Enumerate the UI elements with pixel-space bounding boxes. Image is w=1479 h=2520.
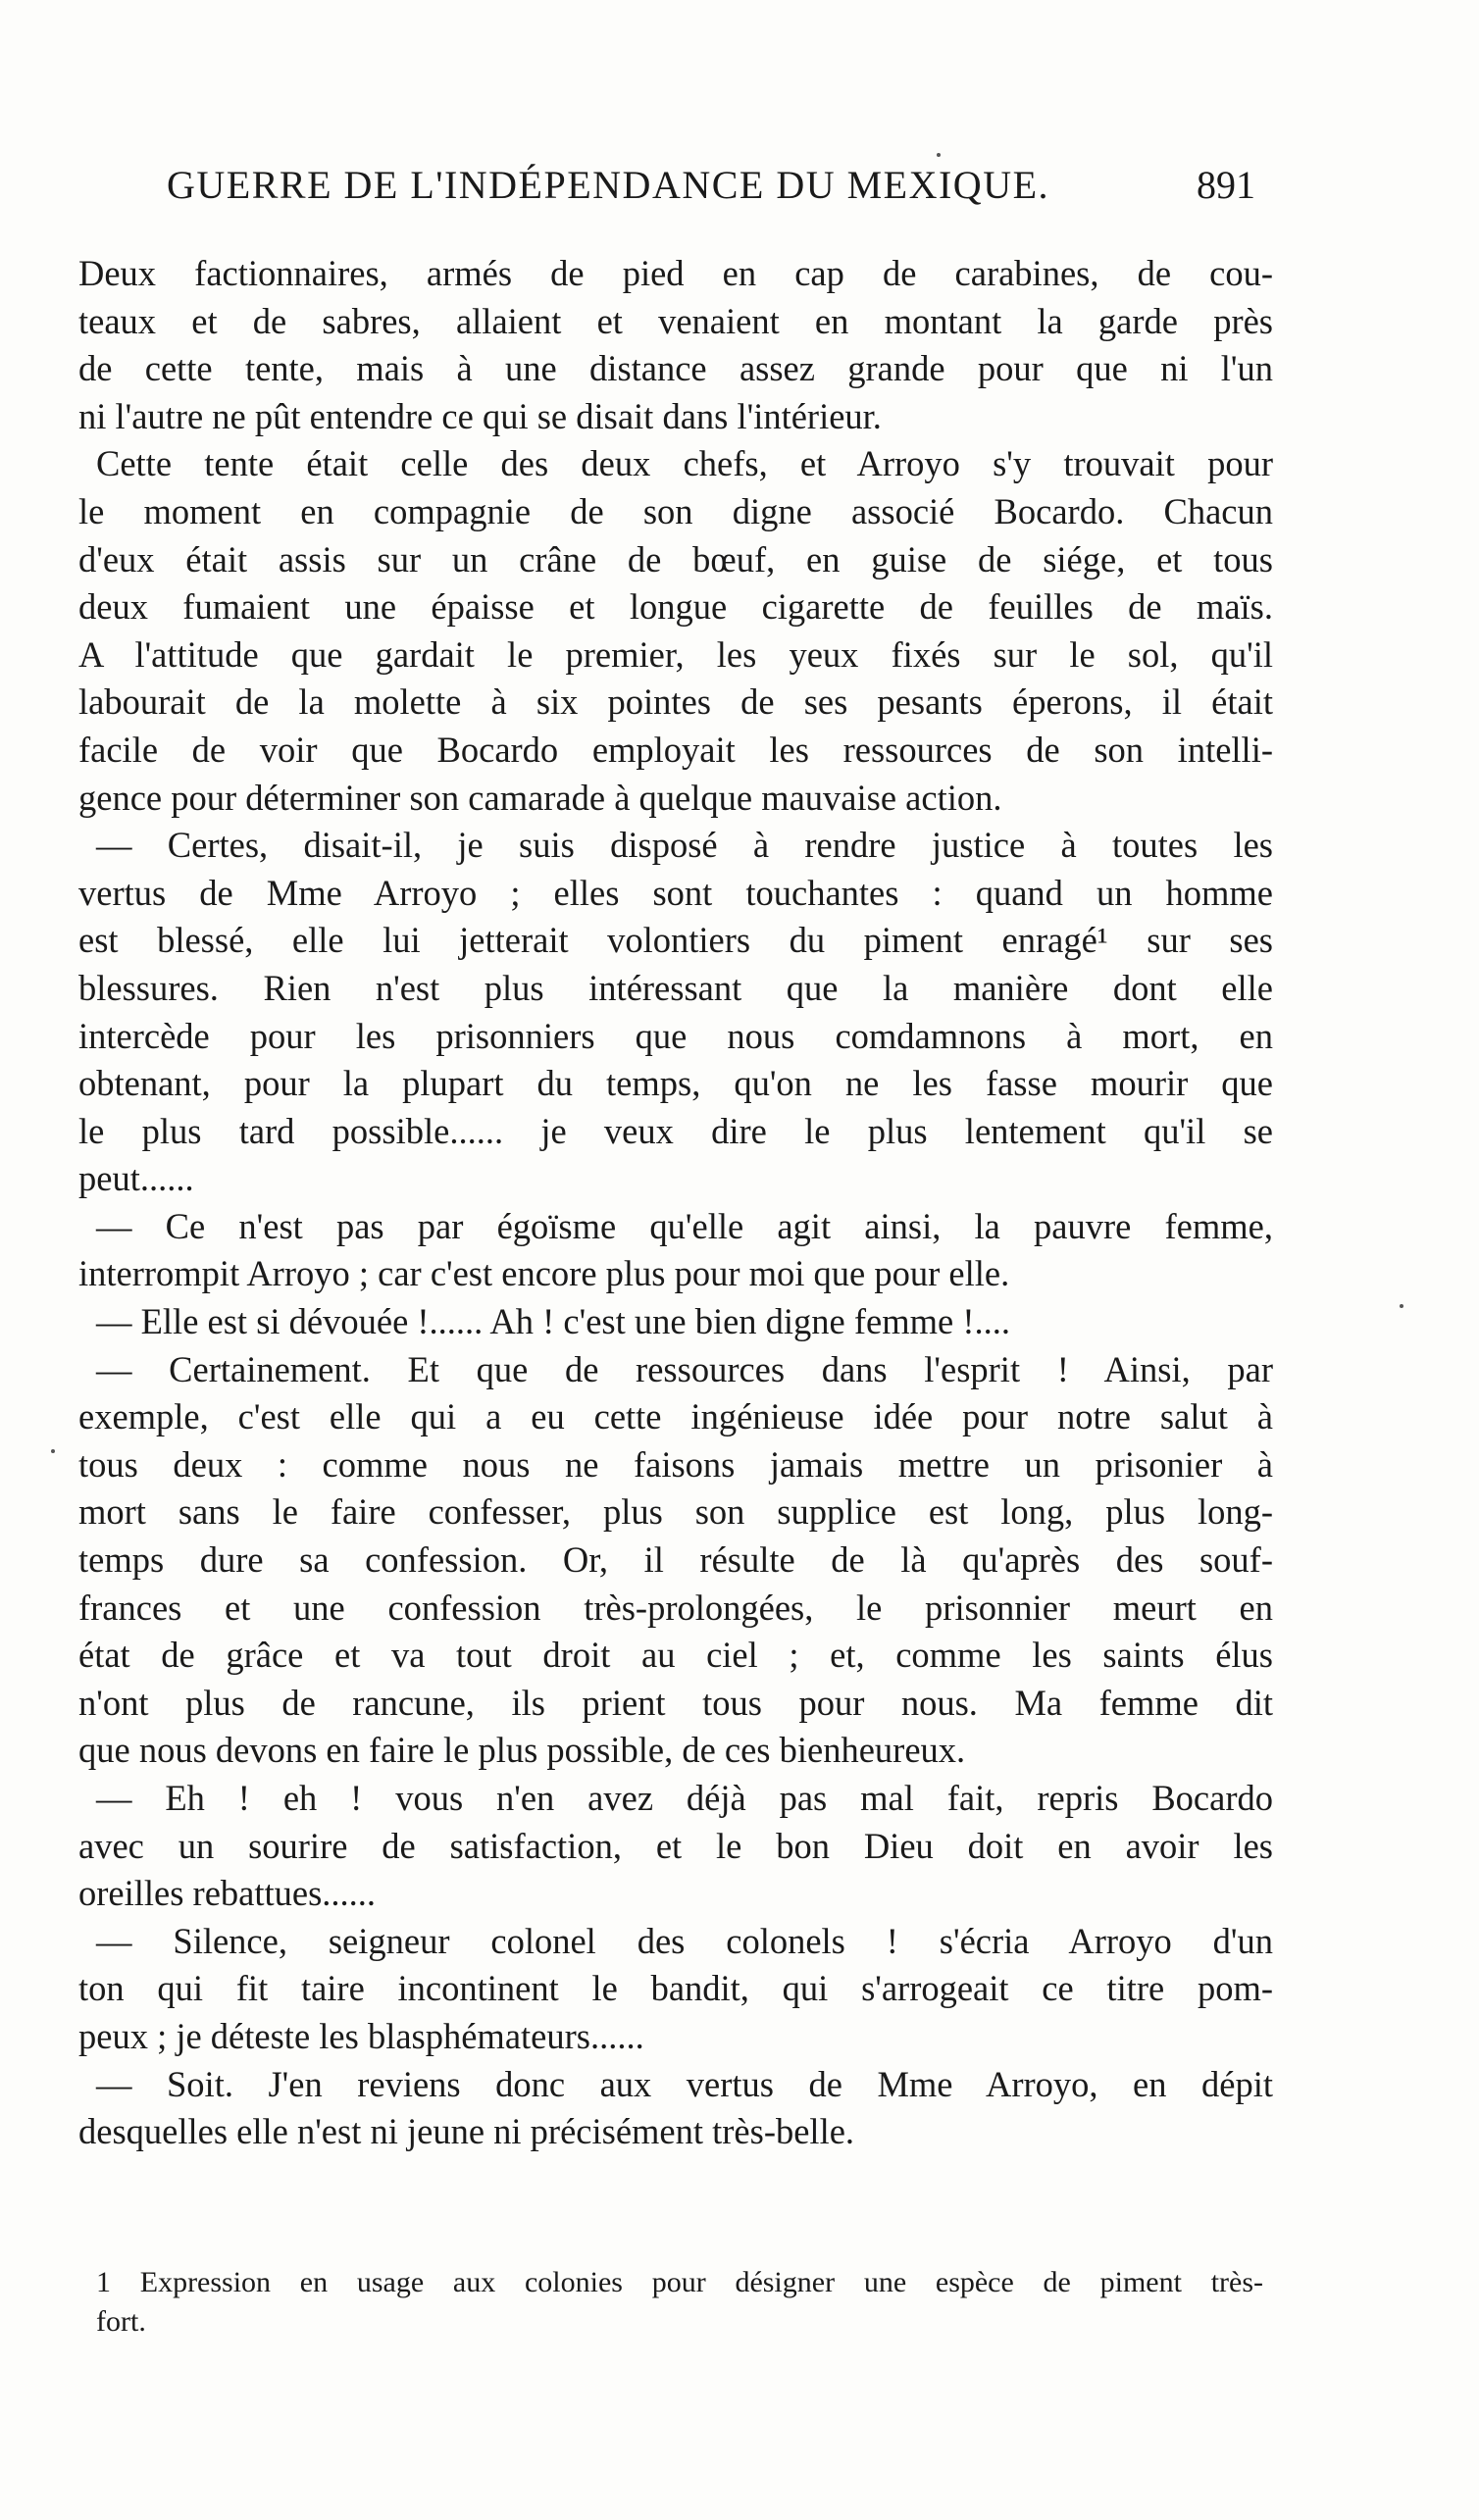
footnote-line: fort. [96, 2305, 146, 2338]
text-line: est blessé, elle lui jetterait volontiers du piment enragé¹ sur ses [78, 920, 1273, 961]
text-line: que nous devons en faire le plus possible, de ces bienheureux. [78, 1730, 966, 1771]
scan-speck [1400, 1304, 1403, 1308]
text-line: peux ; je déteste les blasphémateurs...... [78, 2015, 644, 2056]
text-line: n'ont plus de rancune, ils prient tous pour nous. Ma femme dit [78, 1682, 1273, 1723]
text-line: gence pour déterminer son camarade à quelque mauvaise action. [78, 777, 1002, 818]
text-line: — Silence, seigneur colonel des colonels ! s'écria Arroyo d'un [96, 1920, 1273, 1961]
text-line: facile de voir que Bocardo employait les ressources de son intelli- [78, 729, 1273, 770]
text-line: interrompit Arroyo ; car c'est encore plus pour moi que pour elle. [78, 1253, 1010, 1294]
text-line: le moment en compagnie de son digne associé Bocardo. Chacun [78, 490, 1273, 531]
text-line: vertus de Mme Arroyo ; elles sont touchantes : quand un homme [78, 872, 1273, 913]
text-line: — Certainement. Et que de ressources dans l'esprit ! Ainsi, par [96, 1348, 1273, 1389]
text-line: d'eux était assis sur un crâne de bœuf, en guise de siége, et tous [78, 538, 1273, 580]
footnote-line: 1 Expression en usage aux colonies pour désigner une espèce de piment très- [96, 2266, 1263, 2298]
text-line: avec un sourire de satisfaction, et le bon Dieu doit en avoir les [78, 1825, 1273, 1866]
text-line: état de grâce et va tout droit au ciel ; et, comme les saints élus [78, 1635, 1273, 1676]
text-line: labourait de la molette à six pointes de ses pesants éperons, il était [78, 681, 1273, 723]
text-line: A l'attitude que gardait le premier, les yeux fixés sur le sol, qu'il [78, 633, 1273, 675]
text-line: — Soit. J'en reviens donc aux vertus de Mme Arroyo, en dépit [96, 2063, 1273, 2104]
text-line: peut...... [78, 1158, 194, 1199]
text-line: blessures. Rien n'est plus intéressant que la manière dont elle [78, 967, 1273, 1008]
text-line: Deux factionnaires, armés de pied en cap de carabines, de cou- [78, 253, 1273, 293]
text-line: mort sans le faire confesser, plus son supplice est long, plus long- [78, 1491, 1273, 1533]
running-head: GUERRE DE L'INDÉPENDANCE DU MEXIQUE. [167, 163, 1050, 207]
text-line: intercède pour les prisonniers que nous comdamnons à mort, en [78, 1015, 1273, 1056]
footnote [96, 2263, 1263, 2342]
text-line: de cette tente, mais à une distance assez grande pour que ni l'un [78, 348, 1273, 389]
text-line: Cette tente était celle des deux chefs, et Arroyo s'y trouvait pour [96, 443, 1273, 484]
text-line: ni l'autre ne pût entendre ce qui se disait dans l'intérieur. [78, 395, 882, 436]
text-line: temps dure sa confession. Or, il résulte de là qu'après des souf- [78, 1539, 1273, 1581]
text-line: le plus tard possible...... je veux dire le plus lentement qu'il se [78, 1110, 1273, 1151]
text-line: — Ce n'est pas par égoïsme qu'elle agit ainsi, la pauvre femme, [96, 1205, 1273, 1246]
main-text [78, 250, 1273, 2156]
text-line: — Certes, disait-il, je suis disposé à rendre justice à toutes les [96, 825, 1273, 866]
text-line: desquelles elle n'est ni jeune ni précisément très-belle. [78, 2111, 855, 2152]
scan-speck [51, 1449, 55, 1453]
text-line: — Eh ! eh ! vous n'en avez déjà pas mal fait, repris Bocardo [96, 1778, 1273, 1818]
text-line: tous deux : comme nous ne faisons jamais mettre un prisonier à [78, 1443, 1273, 1485]
page-number: 891 [1197, 163, 1255, 207]
text-line: — Elle est si dévouée !...... Ah ! c'est une bien digne femme !.... [96, 1301, 1010, 1342]
text-line: deux fumaient une épaisse et longue cigarette de feuilles de maïs. [78, 586, 1273, 628]
scan-speck [937, 153, 941, 157]
text-line: obtenant, pour la plupart du temps, qu'on ne les fasse mourir que [78, 1063, 1273, 1104]
text-line: ton qui fit taire incontinent le bandit, qui s'arrogeait ce titre pom- [78, 1968, 1273, 2009]
page-header [167, 162, 1255, 221]
text-line: frances et une confession très-prolongées, le prisonnier meurt en [78, 1587, 1273, 1628]
text-line: teaux et de sabres, allaient et venaient en montant la garde près [78, 300, 1273, 341]
text-line: exemple, c'est elle qui a eu cette ingénieuse idée pour notre salut à [78, 1396, 1273, 1437]
text-line: oreilles rebattues...... [78, 1873, 377, 1914]
